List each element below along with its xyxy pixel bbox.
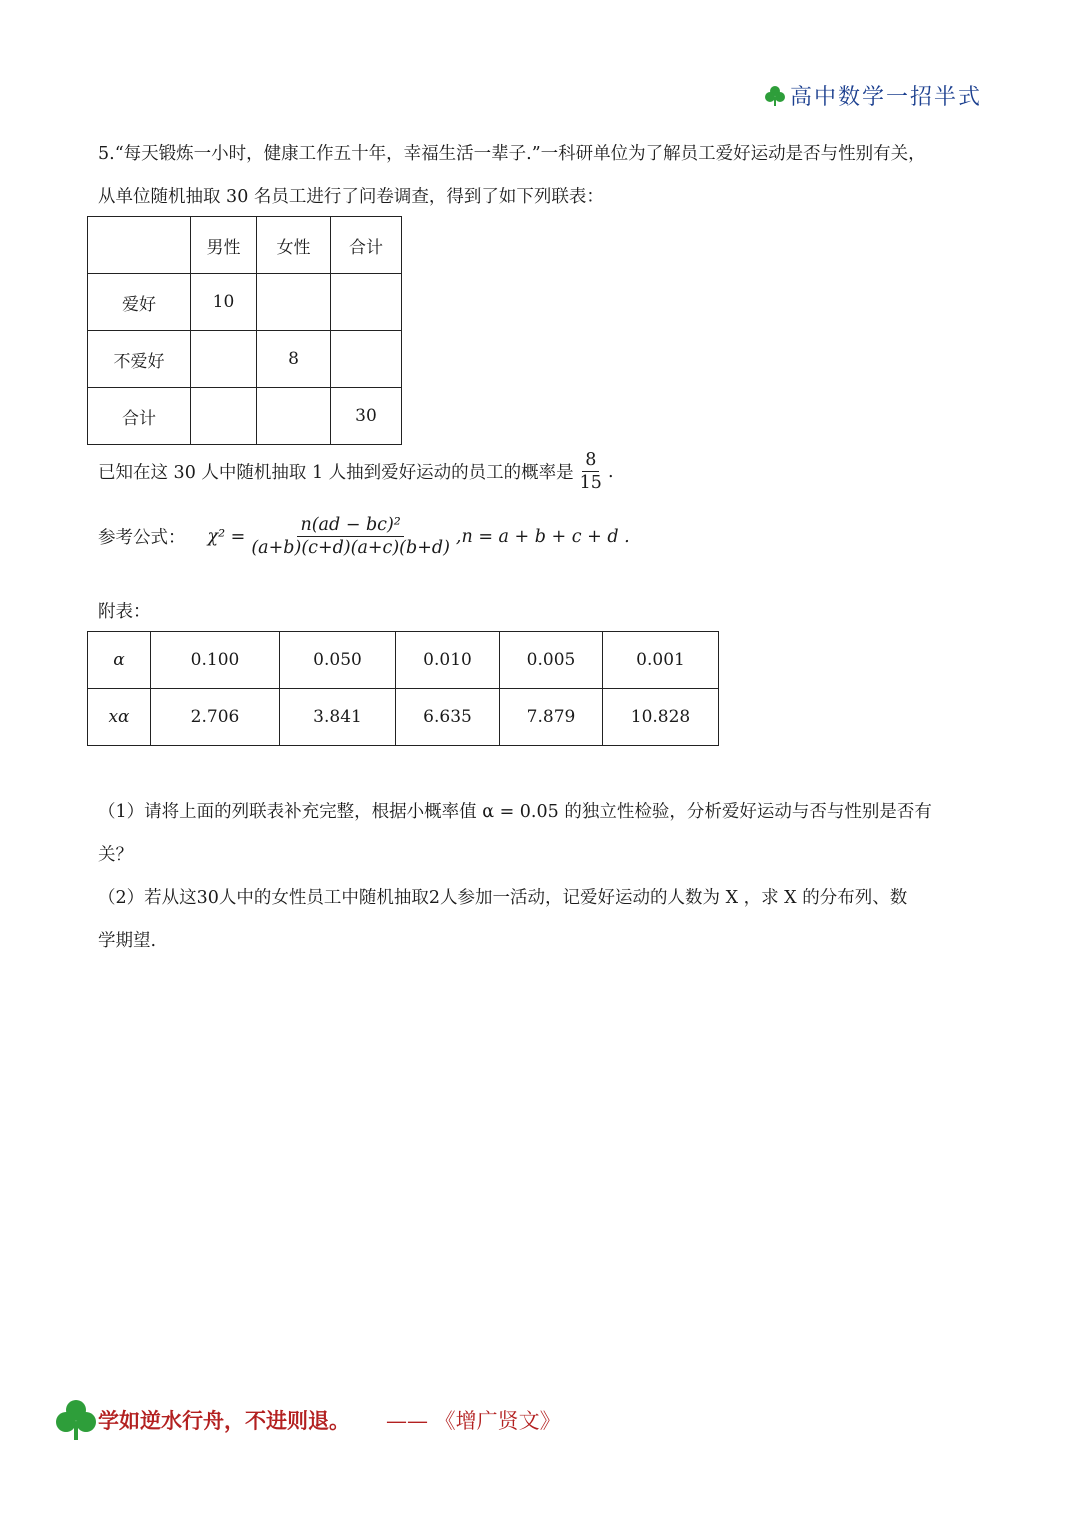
- table-cell: 0.005: [500, 632, 603, 689]
- table-cell: α: [88, 632, 151, 689]
- quote-text: 学如逆水行舟，不进则退。: [98, 1408, 350, 1433]
- reference-formula: [98, 515, 630, 558]
- table-cell: xα: [88, 689, 151, 746]
- formula-label: 参考公式：: [98, 528, 186, 549]
- table-cell: [257, 274, 331, 331]
- table-row: [88, 217, 402, 274]
- table-row: [88, 689, 719, 746]
- table-cell: 不爱好: [88, 331, 191, 388]
- table-cell: 0.010: [396, 632, 500, 689]
- table-cell: [191, 388, 257, 445]
- question-1-line-2: 关？: [98, 845, 133, 865]
- problem-line-2: 从单位随机抽取 30 名员工进行了问卷调查，得到了如下列联表：: [98, 187, 604, 207]
- table-cell: 爱好: [88, 274, 191, 331]
- table-cell: 2.706: [151, 689, 280, 746]
- clover-icon: [54, 1398, 98, 1442]
- table-cell: 10.828: [603, 689, 719, 746]
- formula-fraction: [248, 515, 453, 558]
- table-cell: 合计: [331, 217, 402, 274]
- table-row: [88, 632, 719, 689]
- table-cell: 女性: [257, 217, 331, 274]
- probability-text: 已知在这 30 人中随机抽取 1 人抽到爱好运动的员工的概率是: [98, 463, 574, 484]
- table-cell: 男性: [191, 217, 257, 274]
- table-cell: 6.635: [396, 689, 500, 746]
- question-2-line-1: （2）若从这30人中的女性员工中随机抽取2人参加一活动，记爱好运动的人数为 X ，求 X 的分布列、数: [98, 888, 908, 908]
- formula-rhs: ,n = a + b + c + d .: [455, 526, 630, 547]
- appendix-label: 附表：: [98, 602, 151, 622]
- formula-denominator: (a+b)(c+d)(a+c)(b+d): [251, 538, 450, 559]
- table-cell: 8: [257, 331, 331, 388]
- contingency-table: [87, 216, 402, 445]
- probability-statement: [98, 450, 614, 493]
- footer-quote: [54, 1398, 561, 1442]
- table-cell: 0.100: [151, 632, 280, 689]
- formula-numerator: n(ad − bc)²: [297, 515, 403, 537]
- table-cell: [331, 331, 402, 388]
- clover-icon: [764, 85, 786, 107]
- table-row: [88, 331, 402, 388]
- table-cell: 7.879: [500, 689, 603, 746]
- question-1-line-1: （1）请将上面的列联表补充完整，根据小概率值 α = 0.05 的独立性检验，分析爱好运动与否与性别是否有: [98, 802, 932, 822]
- probability-end: .: [607, 461, 614, 482]
- brand-title: 高中数学一招半式: [789, 85, 982, 110]
- quote-source: —— 《增广贤文》: [386, 1409, 561, 1433]
- table-cell: 3.841: [280, 689, 396, 746]
- probability-fraction: [577, 450, 605, 493]
- fraction-denominator: 15: [579, 473, 602, 494]
- table-cell: [257, 388, 331, 445]
- brand-header: [764, 80, 982, 111]
- table-cell: 30: [331, 388, 402, 445]
- question-2-line-2: 学期望.: [98, 931, 157, 951]
- table-cell: 0.050: [280, 632, 396, 689]
- table-cell: [331, 274, 402, 331]
- problem-line-1: 5.“每天锻炼一小时，健康工作五十年，幸福生活一辈子.”一科研单位为了解员工爱好运动是否与性别有关，: [98, 144, 926, 164]
- table-row: [88, 388, 402, 445]
- table-row: [88, 274, 402, 331]
- table-cell: 0.001: [603, 632, 719, 689]
- fraction-numerator: 8: [582, 450, 599, 472]
- formula-lhs: χ² =: [207, 526, 246, 547]
- table-cell: 合计: [88, 388, 191, 445]
- table-cell: [88, 217, 191, 274]
- critical-value-table: [87, 631, 719, 746]
- table-cell: [191, 331, 257, 388]
- table-cell: 10: [191, 274, 257, 331]
